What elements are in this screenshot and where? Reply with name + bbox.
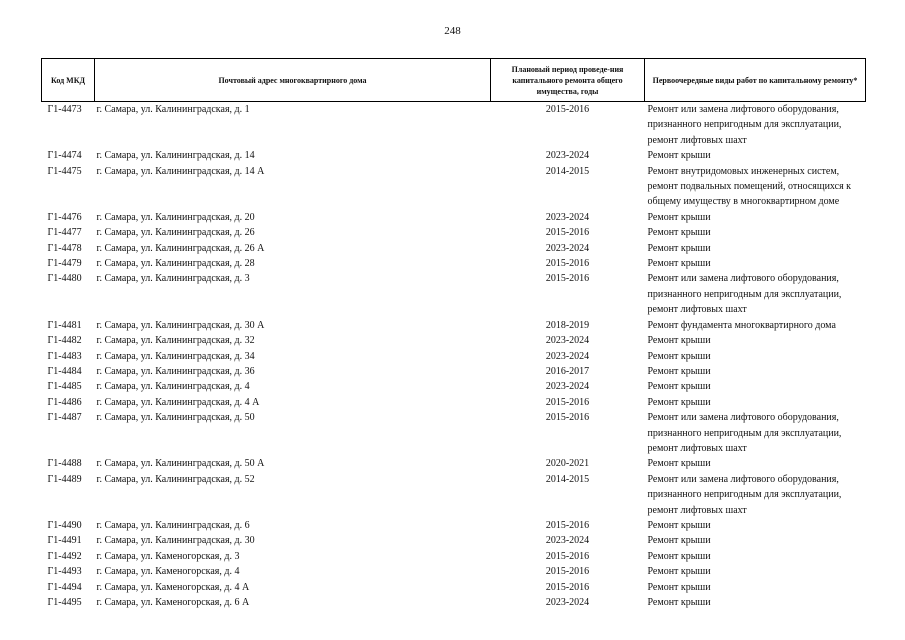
- cell-address: г. Самара, ул. Каменогорская, д. 4: [96, 566, 240, 578]
- cell-code: Г1-4475: [47, 165, 82, 177]
- cell-works: Ремонт крыши: [647, 227, 711, 239]
- table-row: [42, 410, 866, 456]
- cell-period: 2018-2019: [545, 319, 590, 331]
- cell-code: Г1-4477: [47, 227, 82, 239]
- cell-works: Ремонт крыши: [647, 535, 711, 547]
- cell-period: 2015-2016: [545, 258, 590, 270]
- cell-code: Г1-4484: [47, 365, 82, 377]
- cell-address: г. Самара, ул. Калининградская, д. 50: [96, 412, 255, 424]
- cell-period: 2023-2024: [545, 381, 590, 393]
- cell-period: 2023-2024: [545, 335, 590, 347]
- table-row: [42, 318, 866, 333]
- capital-repair-table: [41, 58, 866, 610]
- cell-address: г. Самара, ул. Каменогорская, д. 4 А: [96, 581, 250, 593]
- cell-code: Г1-4491: [47, 535, 82, 547]
- cell-period: 2015-2016: [545, 519, 590, 531]
- cell-works: Ремонт крыши: [647, 365, 711, 377]
- cell-address: г. Самара, ул. Калининградская, д. 36: [96, 365, 255, 377]
- cell-works: Ремонт крыши: [647, 550, 711, 562]
- cell-works: Ремонт или замена лифтового оборудования, признанного непригодным для эксплуатации, ремонт лифтовых шахт: [647, 104, 842, 146]
- cell-period: 2016-2017: [545, 365, 590, 377]
- page-number: 248: [444, 25, 461, 37]
- cell-works: Ремонт крыши: [647, 566, 711, 578]
- header-address: Почтовый адрес многоквартирного дома: [95, 59, 491, 102]
- cell-address: г. Самара, ул. Калининградская, д. 30 А: [96, 319, 265, 331]
- cell-address: г. Самара, ул. Калининградская, д. 32: [96, 335, 255, 347]
- table-row: [42, 549, 866, 564]
- cell-code: Г1-4478: [47, 242, 82, 254]
- cell-period: 2023-2024: [545, 350, 590, 362]
- header-period: Плановый период проведе-ния капитального ремонта общего имущества, годы: [491, 59, 645, 102]
- table-row: [42, 533, 866, 548]
- cell-address: г. Самара, ул. Калининградская, д. 3: [96, 273, 250, 285]
- table-row: [42, 564, 866, 579]
- header-row: [42, 59, 866, 102]
- cell-code: Г1-4489: [47, 473, 82, 485]
- cell-code: Г1-4495: [47, 597, 82, 608]
- table-row: [42, 148, 866, 163]
- cell-address: г. Самара, ул. Калининградская, д. 26: [96, 227, 255, 239]
- cell-period: 2023-2024: [545, 150, 590, 162]
- cell-address: г. Самара, ул. Каменогорская, д. 6 А: [96, 597, 250, 608]
- table-row: [42, 271, 866, 317]
- cell-code: Г1-4494: [47, 581, 82, 593]
- cell-code: Г1-4485: [47, 381, 82, 393]
- cell-address: г. Самара, ул. Калининградская, д. 14 А: [96, 165, 265, 177]
- cell-address: г. Самара, ул. Калининградская, д. 30: [96, 535, 255, 547]
- cell-address: г. Самара, ул. Калининградская, д. 4: [96, 381, 250, 393]
- table-row: [42, 364, 866, 379]
- cell-code: Г1-4492: [47, 550, 82, 562]
- cell-works: Ремонт или замена лифтового оборудования, признанного непригодным для эксплуатации, ремонт лифтовых шахт: [647, 473, 842, 516]
- cell-works: Ремонт крыши: [647, 597, 711, 608]
- cell-code: Г1-4479: [47, 258, 82, 270]
- table-row: [42, 225, 866, 240]
- table-row: [42, 333, 866, 348]
- cell-period: 2014-2015: [545, 473, 590, 485]
- table-row: [42, 164, 866, 210]
- cell-code: Г1-4487: [47, 412, 82, 424]
- table-row: [42, 580, 866, 595]
- cell-works: Ремонт крыши: [647, 396, 711, 408]
- table-row: [42, 241, 866, 256]
- cell-works: Ремонт крыши: [647, 242, 711, 254]
- cell-period: 2015-2016: [545, 412, 590, 424]
- cell-works: Ремонт крыши: [647, 350, 711, 362]
- cell-period: 2015-2016: [545, 566, 590, 578]
- cell-address: г. Самара, ул. Калининградская, д. 34: [96, 350, 255, 362]
- table-row: [42, 395, 866, 410]
- cell-code: Г1-4490: [47, 519, 82, 531]
- header-works: Первоочередные виды работ по капитальному ремонту*: [645, 59, 866, 102]
- cell-works: Ремонт крыши: [647, 258, 711, 270]
- table-row: [42, 456, 866, 471]
- cell-address: г. Самара, ул. Калининградская, д. 50 А: [96, 458, 265, 470]
- cell-period: 2015-2016: [545, 104, 590, 115]
- cell-code: Г1-4481: [47, 319, 82, 331]
- cell-works: Ремонт крыши: [647, 335, 711, 347]
- table-header: [42, 59, 866, 102]
- table-body: [42, 102, 866, 611]
- cell-works: Ремонт крыши: [647, 211, 711, 223]
- cell-code: Г1-4482: [47, 335, 82, 347]
- cell-address: г. Самара, ул. Калининградская, д. 26 А: [96, 242, 265, 254]
- cell-period: 2023-2024: [545, 242, 590, 254]
- cell-works: Ремонт или замена лифтового оборудования, признанного непригодным для эксплуатации, ремонт лифтовых шахт: [647, 412, 842, 454]
- cell-works: Ремонт крыши: [647, 581, 711, 593]
- cell-code: Г1-4474: [47, 150, 82, 162]
- cell-code: Г1-4473: [47, 104, 82, 115]
- cell-works: Ремонт крыши: [647, 381, 711, 393]
- table-row: [42, 518, 866, 533]
- cell-period: 2015-2016: [545, 581, 590, 593]
- cell-address: г. Самара, ул. Калининградская, д. 14: [96, 150, 255, 162]
- cell-address: г. Самара, ул. Калининградская, д. 1: [96, 104, 250, 115]
- table-row: [42, 256, 866, 271]
- cell-period: 2023-2024: [545, 597, 590, 608]
- cell-period: 2015-2016: [545, 273, 590, 285]
- cell-address: г. Самара, ул. Калининградская, д. 28: [96, 258, 255, 270]
- cell-address: г. Самара, ул. Каменогорская, д. 3: [96, 550, 240, 562]
- cell-works: Ремонт внутридомовых инженерных систем, ремонт подвальных помещений, относящихся к общему имуществу в многоквартирном доме: [647, 165, 852, 208]
- cell-address: г. Самара, ул. Калининградская, д. 52: [96, 473, 255, 485]
- cell-address: г. Самара, ул. Калининградская, д. 6: [96, 519, 250, 531]
- table-row: [42, 210, 866, 225]
- cell-period: 2023-2024: [545, 535, 590, 547]
- cell-works: Ремонт крыши: [647, 458, 711, 470]
- cell-period: 2015-2016: [545, 396, 590, 408]
- cell-code: Г1-4488: [47, 458, 82, 470]
- table-row: [42, 595, 866, 610]
- table-row: [42, 379, 866, 394]
- cell-works: Ремонт крыши: [647, 150, 711, 162]
- cell-works: Ремонт или замена лифтового оборудования, признанного непригодным для эксплуатации, ремонт лифтовых шахт: [647, 273, 842, 316]
- cell-code: Г1-4483: [47, 350, 82, 362]
- cell-period: 2014-2015: [545, 165, 590, 177]
- cell-address: г. Самара, ул. Калининградская, д. 20: [96, 211, 255, 223]
- cell-code: Г1-4486: [47, 396, 82, 408]
- cell-period: 2020-2021: [545, 458, 590, 470]
- header-code: Код МКД: [42, 59, 95, 102]
- cell-code: Г1-4493: [47, 566, 82, 578]
- cell-period: 2023-2024: [545, 211, 590, 223]
- table-row: [42, 349, 866, 364]
- cell-period: 2015-2016: [545, 550, 590, 562]
- cell-period: 2015-2016: [545, 227, 590, 239]
- cell-code: Г1-4480: [47, 273, 82, 285]
- cell-address: г. Самара, ул. Калининградская, д. 4 А: [96, 396, 260, 408]
- table-row: [42, 102, 866, 149]
- table-row: [42, 472, 866, 518]
- cell-code: Г1-4476: [47, 211, 82, 223]
- cell-works: Ремонт крыши: [647, 519, 711, 531]
- cell-works: Ремонт фундамента многоквартирного дома: [647, 319, 836, 331]
